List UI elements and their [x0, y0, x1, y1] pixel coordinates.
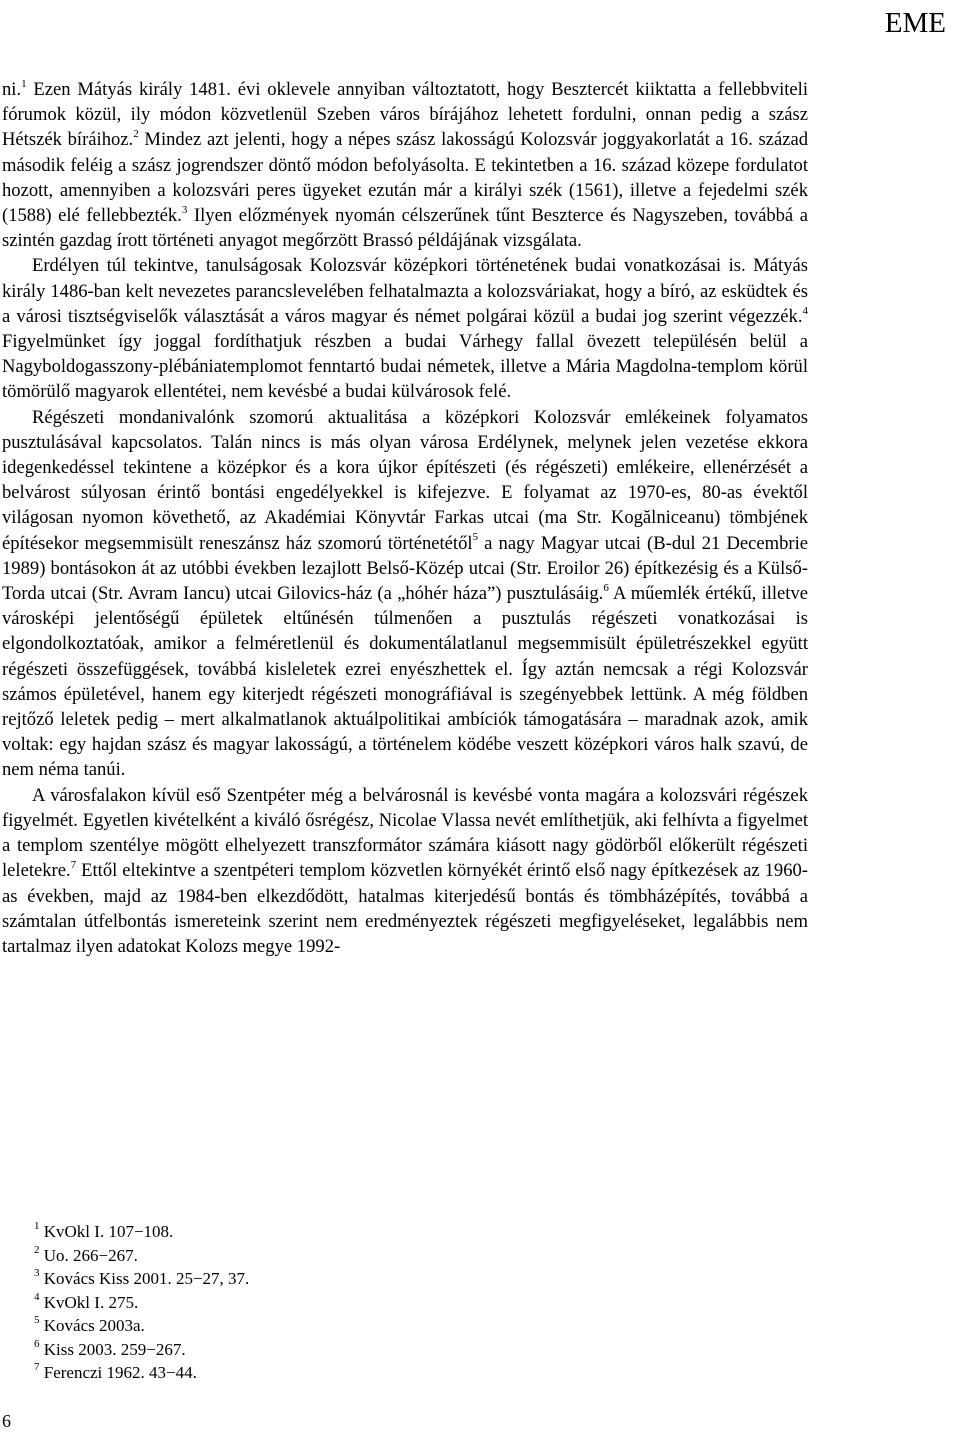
- footnotes: [34, 1220, 249, 1385]
- footnote-number: 1: [34, 1220, 40, 1233]
- footnote-number: 3: [34, 1267, 40, 1280]
- paragraph-text: a nagy Magyar utcai (B-dul 21 Decembrie 1989) bontásokon át az utóbbi években lezajlott Belső-Közép utcai (Str. Eroilor 26) építkezésig és a Külső-Torda utcai (Str. Avram Iancu) utcai Gilovics-ház (a „hóhér háza”) pusztulásáig.: [2, 532, 808, 605]
- paragraph-text: A városfalakon kívül eső Szentpéter még a belvárosnál is kevésbé vonta magára a kolozsvári régészek figyelmét. Egyetlen kivételként a kiváló ősrégész, Nicolae Vlassa nevét említhetjük, aki felhívta a figyelmet a templom szentélye mögött elhelyezett transzformátor számára kiásott nagy gödörből előkerült régészeti leletekre.: [2, 784, 808, 882]
- paragraph: [2, 783, 808, 959]
- footnote-item: [34, 1291, 249, 1315]
- paragraph-text: A műemlék értékű, illetve városképi jelentőségű épületek eltűnésén túlmenően a pusztulás régészeti vonatkozásai is elgondolkoztatóak, amikor a felméretlenül és dokumentálatlanul megsemmisült épületrészekkel együtt régészeti összefüggések, továbbá kisleletek ezrei enyészhettek el. Így aztán nemcsak a régi Kolozsvár számos épületével, hanem egy kiterjedt régészeti monográfiával is szegényebbek lettünk. A még földben rejtőző leletek pedig – mert alkalmatlanok aktuálpolitikai ambíciók támogatására – maradnak azok, amik voltak: egy hajdan szász és magyar lakosságú, a történelem ködébe veszett középkori város halk szavú, de nem néma tanúi.: [2, 583, 808, 781]
- paragraph: [2, 77, 808, 253]
- footnote-number: 5: [34, 1314, 40, 1327]
- paragraph-text: ni.: [2, 79, 22, 100]
- footnote-item: [34, 1220, 249, 1244]
- footnote-reference: 7: [70, 859, 77, 872]
- footnote-text: KvOkl I. 275.: [39, 1292, 139, 1312]
- footnote-item: [34, 1267, 249, 1291]
- footnote-number: 6: [34, 1337, 40, 1350]
- footnote-text: Kiss 2003. 259−267.: [39, 1339, 186, 1359]
- footnote-number: 4: [34, 1290, 40, 1303]
- paragraph-text: Erdélyen túl tekintve, tanulságosak Kolozsvár középkori történetének budai vonatkozásai is. Mátyás király 1486-ban kelt nevezetes parancslevelében felhatalmazta a kolozsváriakat, hogy a bíró, az esküdtek és a városi tisztségviselők választását a város magyar és német polgárai közül a budai jog szerint végezzék.: [2, 255, 808, 327]
- footnote-item: [34, 1244, 249, 1268]
- paragraph-text: Ilyen előzmények nyomán célszerűnek tűnt Beszterce és Nagyszeben, továbbá a szintén gazdag írott történeti anyagot megőrzött Brassó példájának vizsgálata.: [2, 205, 808, 252]
- footnote-number: 2: [34, 1243, 40, 1256]
- footnote-reference: 6: [603, 581, 609, 594]
- footnote-item: [34, 1338, 249, 1362]
- footnote-text: Kovács 2003a.: [39, 1316, 145, 1335]
- footnote-text: Ferenczi 1962. 43−44.: [39, 1363, 197, 1382]
- paragraph-text: Ettől eltekintve a szentpéteri templom közvetlen környékét érintő első nagy építkezések az 1960-as években, majd az 1984-ben elkezdődött, hatalmas kiterjedésű bontás és tömbházépítés, továbbá a számtalan útfelbontás ismereteink szerint nem eredményeztek régészeti megfigyeléseket, legalábbis nem tartalmaz ilyen adatokat Kolozs megye 1992-: [2, 860, 808, 957]
- footnote-item: [34, 1314, 249, 1338]
- footnote-reference: 4: [802, 304, 808, 317]
- paragraph: [2, 253, 808, 404]
- paragraph: [2, 405, 808, 783]
- paragraph-text: Figyelmünket így joggal fordíthatjuk részben a budai Várhegy fallal övezett településén belül a Nagyboldogasszony-plébániatemplomot fenntartó budai németek, illetve a Mária Magdolna-templom körül tömörülő magyarok ellentétei, nem kevésbé a budai külvárosok felé.: [2, 331, 808, 403]
- publisher-mark: EME: [884, 7, 946, 39]
- footnote-reference: 1: [21, 77, 27, 90]
- footnote-text: Kovács Kiss 2001. 25−27, 37.: [39, 1269, 250, 1288]
- paragraph-text: Régészeti mondanivalónk szomorú aktualitása a középkori Kolozsvár emlékeinek folyamatos pusztulásával kapcsolatos. Talán nincs is más olyan városa Erdélynek, melynek jelen vezetése ekkora idegenkedéssel tekintene a középkor és a kora újkor építészeti (és régészeti) emlékeire, ellenérzését a belvárost súlyosan érintő bontási engedélyekkel is kifejezve. E folyamat az 1970-es, 80-as évektől világosan nyomon követhető, az Akadémiai Könyvtár Farkas utcai (ma Str. Kogălniceanu) tömbjének építésekor megsemmisült reneszánsz ház szomorú történetétől: [2, 406, 808, 554]
- page-number: 6: [2, 1411, 11, 1431]
- body-text: [2, 77, 808, 959]
- footnote-item: [34, 1361, 249, 1385]
- footnote-reference: 5: [472, 531, 479, 544]
- footnote-reference: 3: [181, 203, 188, 216]
- footnote-text: Uo. 266−267.: [39, 1245, 138, 1265]
- footnote-text: KvOkl I. 107−108.: [39, 1222, 174, 1241]
- paragraph-text: Mindez azt jelenti, hogy a népes szász lakosságú Kolozsvár joggyakorlatát a 16. század második feléig a szász jogrendszer döntő módon befolyásolta. E tekintetben a 16. század közepe fordulatot hozott, amennyiben a kolozsvári peres ügyeket ezután már a királyi szék (1561), illetve a fejedelmi szék (1588) elé fellebbezték.: [2, 129, 808, 227]
- footnote-reference: 2: [133, 128, 139, 141]
- paragraph-text: Ezen Mátyás király 1481. évi oklevele annyiban változtatott, hogy Besztercét kiiktatta a fellebbviteli fórumok közül, ily módon közvetlenül Szeben város bírájához lehetett fordulni, onnan pedig a szász Hétszék bíráihoz.: [2, 79, 808, 151]
- footnote-number: 7: [34, 1361, 40, 1374]
